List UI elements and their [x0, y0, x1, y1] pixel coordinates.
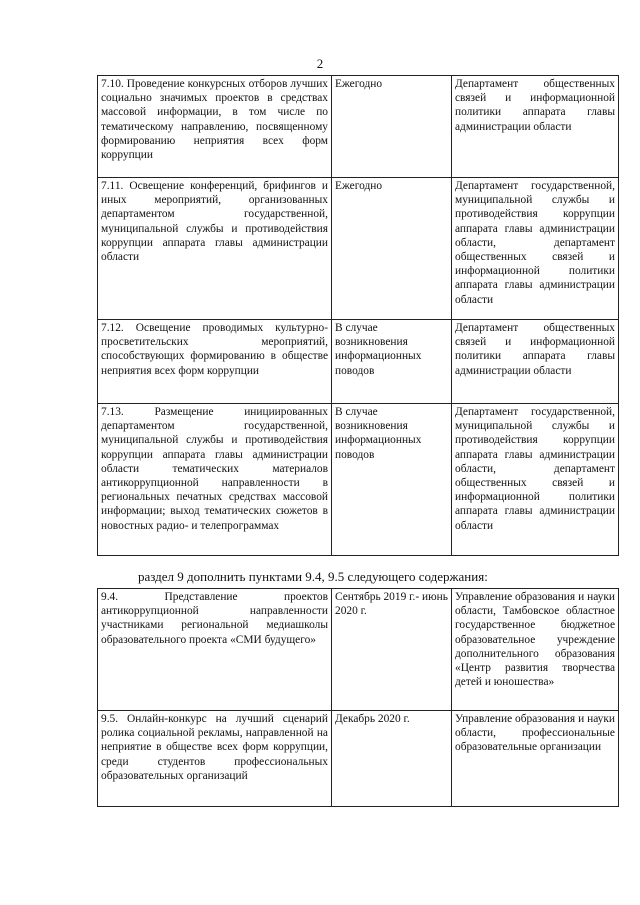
page-number: 2 [316, 56, 324, 71]
executor-cell: Управление образования и науки области, профессиональные образовательные организации [452, 711, 619, 807]
measures-table-section-9 [97, 588, 619, 807]
term-cell: Ежегодно [332, 76, 452, 178]
term-cell: В случае возникновения информационных поводов [332, 320, 452, 404]
table-row [98, 178, 619, 320]
term-cell: Декабрь 2020 г. [332, 711, 452, 807]
section-heading: раздел 9 дополнить пунктами 9.4, 9.5 следующего содержания: [138, 569, 488, 584]
term-cell: Сентябрь 2019 г.- июнь 2020 г. [332, 589, 452, 711]
table-row [98, 711, 619, 807]
table-row [98, 589, 619, 711]
measure-cell: 7.11. Освещение конференций, брифингов и иных мероприятий, организованных департаментом государственной, муниципальной службы и противодействия коррупции аппарата главы администрации области [98, 178, 332, 320]
term-cell: В случае возникновения информационных поводов [332, 404, 452, 556]
executor-cell: Департамент государственной, муниципальной службы и противодействия коррупции аппарата главы администрации области, департамент общественных связей и информационной политики аппарата главы администрации области [452, 178, 619, 320]
executor-cell: Департамент общественных связей и информационной политики аппарата главы администрации области [452, 320, 619, 404]
table-row [98, 320, 619, 404]
measure-cell: 9.4. Представление проектов антикоррупционной направленности участниками региональной медиашколы образовательного проекта «СМИ будущего» [98, 589, 332, 711]
table-row [98, 404, 619, 556]
term-cell: Ежегодно [332, 178, 452, 320]
measure-cell: 9.5. Онлайн-конкурс на лучший сценарий ролика социальной рекламы, направленной на неприятие в обществе всех форм коррупции, среди студентов профессиональных образовательных организаций [98, 711, 332, 807]
measures-table-section-7 [97, 75, 619, 556]
executor-cell: Управление образования и науки области, Тамбовское областное государственное бюджетное образовательное учреждение дополнительного образования «Центр развития творчества детей и юношества» [452, 589, 619, 711]
executor-cell: Департамент общественных связей и информационной политики аппарата главы администрации области [452, 76, 619, 178]
measure-cell: 7.12. Освещение проводимых культурно-просветительских мероприятий, способствующих формированию в обществе неприятия всех форм коррупции [98, 320, 332, 404]
measure-cell: 7.10. Проведение конкурсных отборов лучших социально значимых проектов в средствах массовой информации, в том числе по тематическому направлению, посвященному формированию неприятия всех форм коррупции [98, 76, 332, 178]
executor-cell: Департамент государственной, муниципальной службы и противодействия коррупции аппарата главы администрации области, департамент общественных связей и информационной политики аппарата главы администрации области [452, 404, 619, 556]
measure-cell: 7.13. Размещение инициированных департаментом государственной, муниципальной службы и противодействия коррупции аппарата главы администрации области тематических материалов антикоррупционной направленности в региональных печатных средствах массовой информации; выход тематических сюжетов в новостных радио- и телепрограммах [98, 404, 332, 556]
table-row [98, 76, 619, 178]
